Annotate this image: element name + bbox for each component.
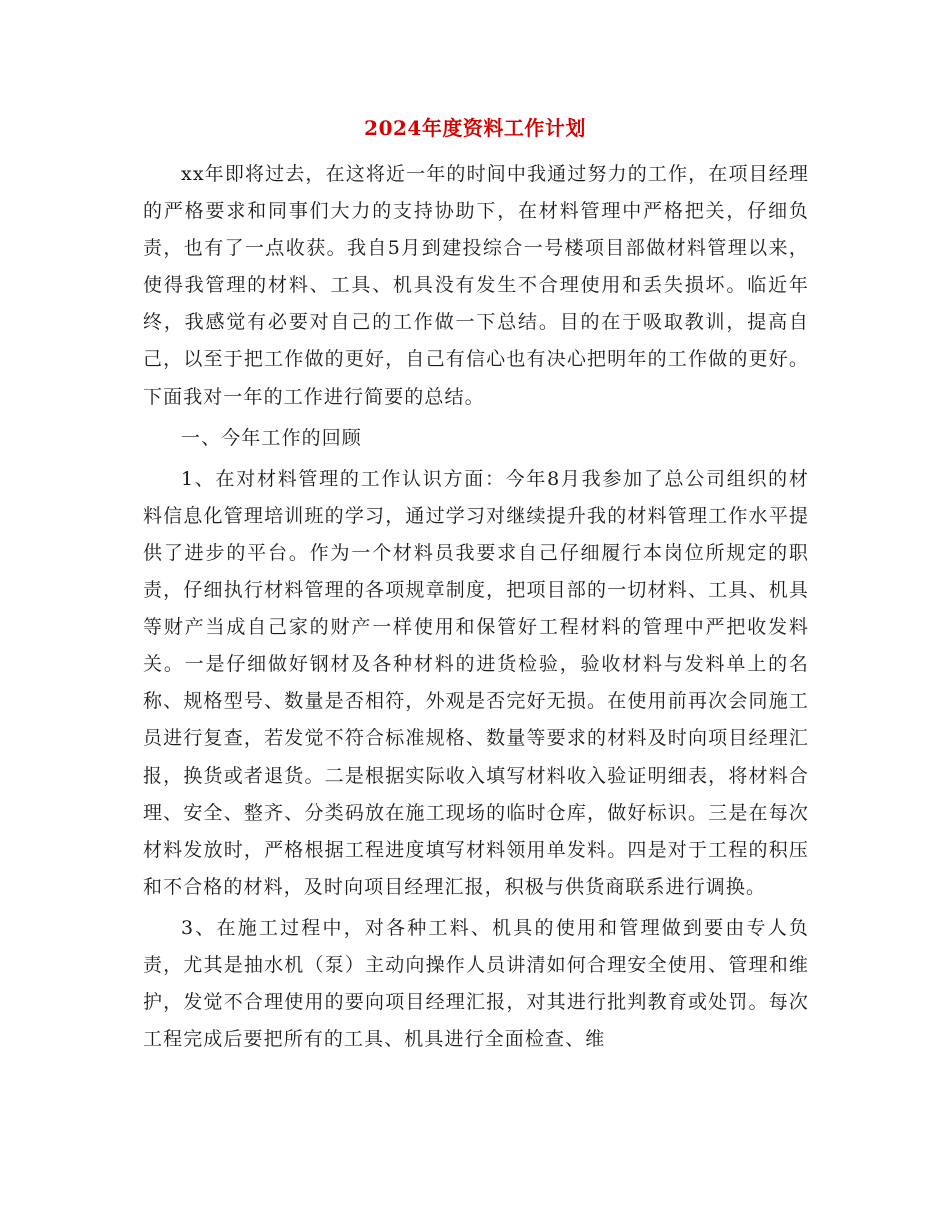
document-title: 2024年度资料工作计划 — [364, 116, 586, 140]
document-body — [143, 156, 809, 1058]
section-heading-review: 一、今年工作的回顾 — [181, 426, 362, 449]
paragraph-intro: xx年即将过去，在这将近一年的时间中我通过努力的工作，在项目经理的严格要求和同事们大力的支持协助下，在材料管理中严格把关，仔细负责，也有了一点收获。我自5月到建投综合一号楼项目部做材料管理以来，使得我管理的材料、工具、机具没有发生不合理使用和丢失损坏。临近年终，我感觉有必要对自己的工作做一下总结。目的在于吸取教训，提高自己，以至于把工作做的更好，自己有信心也有决心把明年的工作做的更好。下面我对一年的工作进行简要的总结。 — [143, 163, 809, 408]
paragraph-item-1: 1、在对材料管理的工作认识方面：今年8月我参加了总公司组织的材料信息化管理培训班的学习，通过学习对继续提升我的材料管理工作水平提供了进步的平台。作为一个材料员我要求自己仔细履行本岗位所规定的职责，仔细执行材料管理的各项规章制度，把项目部的一切材料、工具、机具等财产当成自己家的财产一样使用和保管好工程材料的管理中严把收发料关。一是仔细做好钢材及各种材料的进货检验，验收材料与发料单上的名称、规格型号、数量是否相符，外观是否完好无损。在使用前再次会同施工员进行复查，若发觉不符合标准规格、数量等要求的材料及时向项目经理汇报，换货或者退货。二是根据实际收入填写材料收入验证明细表，将材料合理、安全、整齐、分类码放在施工现场的临时仓库，做好标识。三是在每次材料发放时，严格根据工程进度填写材料领用单发料。四是对于工程的积压和不合格的材料，及时向项目经理汇报，积极与供货商联系进行调换。 — [143, 467, 809, 898]
paragraph-item-3: 3、在施工过程中，对各种工料、机具的使用和管理做到要由专人负责，尤其是抽水机（泵）主动向操作人员讲清如何合理安全使用、管理和维护，发觉不合理使用的要向项目经理汇报，对其进行批判教育或处罚。每次工程完成后要把所有的工具、机具进行全面检查、维 — [143, 916, 809, 1051]
